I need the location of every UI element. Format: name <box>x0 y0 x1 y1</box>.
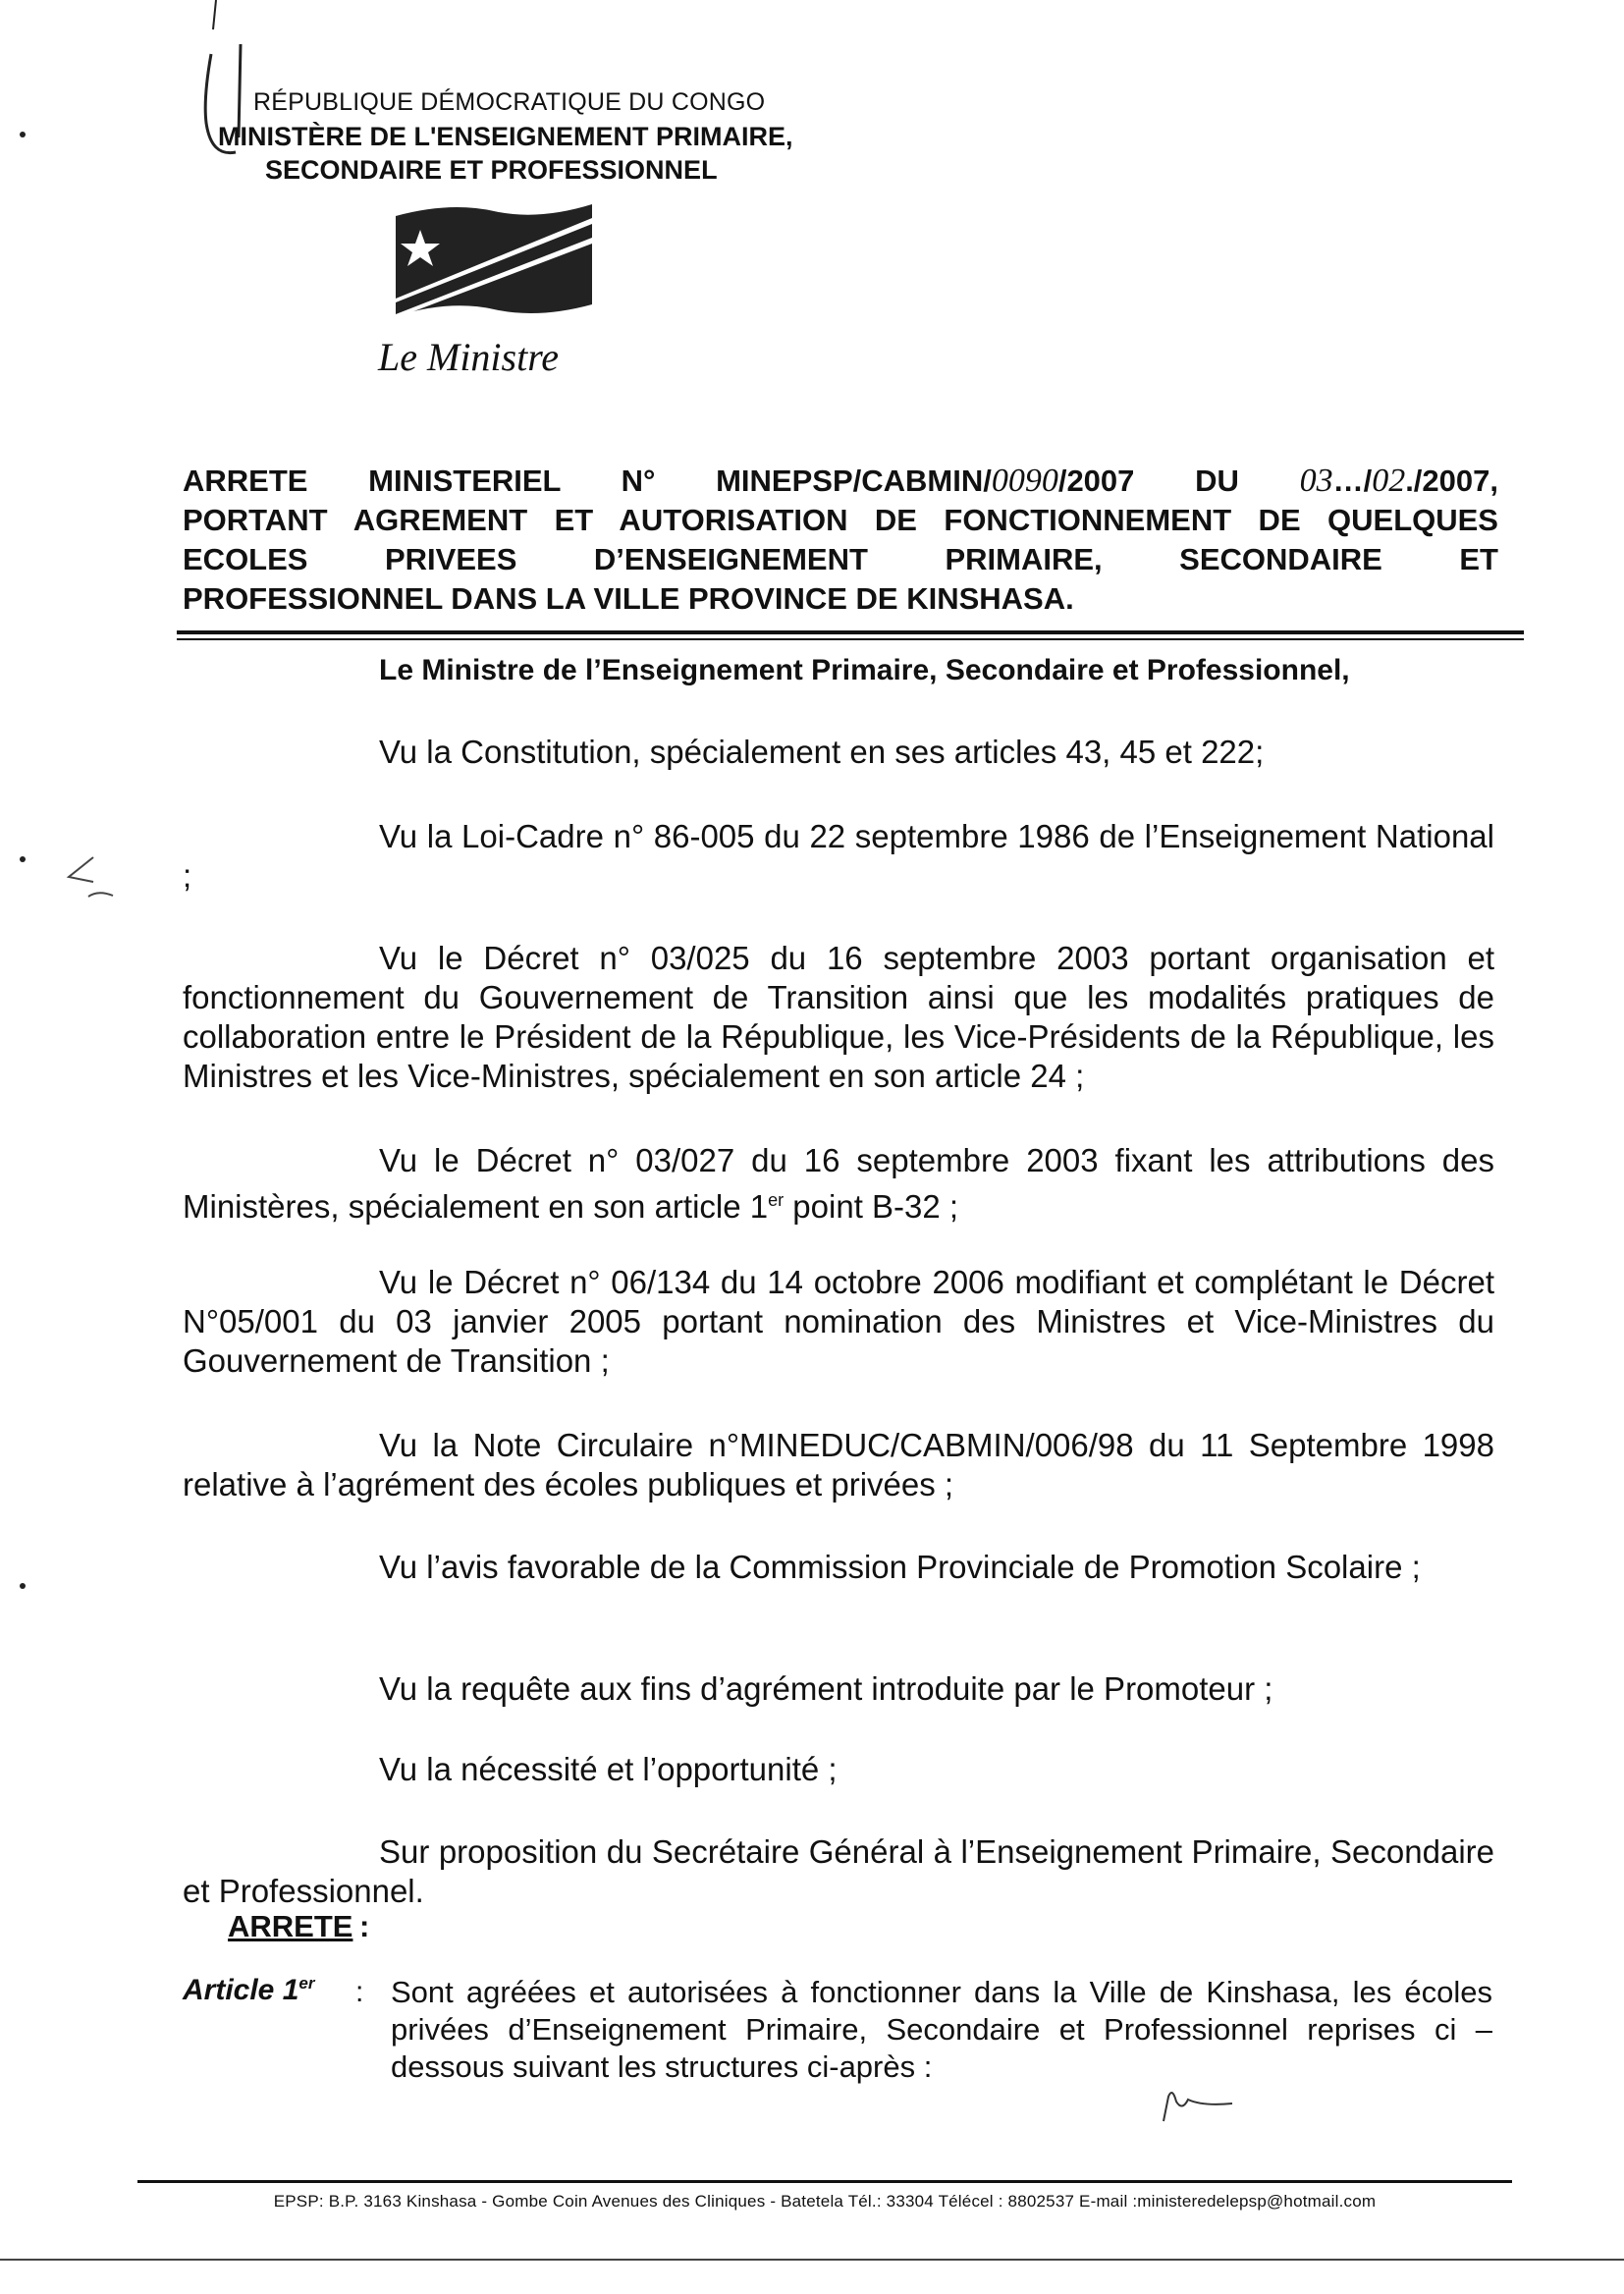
paragraph-decret-06-134: Vu le Décret n° 06/134 du 14 octobre 2006 modifiant et complétant le Décret N°05/001 du 03 janvier 2005 portant nomination des Ministres et Vice-Ministres du Gouvernement de Transition ; <box>183 1264 1494 1379</box>
arrete-colon: : <box>359 1909 370 1943</box>
title-line-1: ARRETE MINISTERIEL N° MINEPSP/CABMIN/0090/2007 DU 03…/02./2007, <box>183 463 1498 499</box>
ministry-name-line2: SECONDAIRE ET PROFESSIONNEL <box>265 155 718 185</box>
article-colon: : <box>355 1976 364 2008</box>
title-divider-thin <box>177 638 1524 640</box>
paragraph-decret-03-025: Vu le Décret n° 03/025 du 16 septembre 2003 portant organisation et fonctionnement du Gouvernement de Transition ainsi que les modalités pratiques de collaboration entre le Président de la République, les Vice-Présidents de la République, les Ministres et les Vice-Ministres, spécialement en son article 24 ; <box>183 940 1494 1094</box>
scan-speck <box>20 1583 26 1589</box>
paragraph-proposition: Sur proposition du Secrétaire Général à l’Enseignement Primaire, Secondaire et Professionnel. <box>183 1833 1494 1909</box>
footer-contact: EPSP: B.P. 3163 Kinshasa - Gombe Coin Avenues des Cliniques - Batetela Tél.: 33304 Télécel : 8802537 E-mail :ministeredelepsp@hotmail.com <box>273 2192 1377 2211</box>
handwritten-margin-mark <box>59 852 118 911</box>
paragraph-constitution: Vu la Constitution, spécialement en ses articles 43, 45 et 222; <box>379 734 1265 770</box>
handwritten-month: 02 <box>1372 463 1406 499</box>
paragraph-necessite: Vu la nécessité et l’opportunité ; <box>379 1751 838 1787</box>
paragraph-requete: Vu la requête aux fins d’agrément introduite par le Promoteur ; <box>379 1670 1273 1707</box>
scan-speck <box>20 132 26 137</box>
ministry-name-line1: MINISTÈRE DE L'ENSEIGNEMENT PRIMAIRE, <box>218 122 793 151</box>
minister-heading: Le Ministre de l’Enseignement Primaire, Secondaire et Professionnel, <box>379 654 1350 686</box>
footer-divider <box>137 2180 1512 2183</box>
paragraph-decret-03-027: Vu le Décret n° 03/027 du 16 septembre 2003 fixant les attributions des Ministères, spécialement en son article 1er point B-32 ; <box>183 1142 1494 1225</box>
title-line-4: PROFESSIONNEL DANS LA VILLE PROVINCE DE KINSHASA. <box>183 581 1074 616</box>
paragraph-note-circulaire: Vu la Note Circulaire n°MINEDUC/CABMIN/006/98 du 11 Septembre 1998 relative à l’agrément des écoles publiques et privées ; <box>183 1427 1494 1502</box>
paragraph-avis-favorable: Vu l’avis favorable de la Commission Provinciale de Promotion Scolaire ; <box>379 1549 1421 1585</box>
article-1-text: Sont agréées et autorisées à fonctionner dans la Ville de Kinshasa, les écoles privées d’Enseignement Primaire, Secondaire et Professionnel reprises ci – dessous suivant les structures ci-après : <box>391 1975 1492 2084</box>
decree-title <box>183 462 1498 619</box>
republic-name: RÉPUBLIQUE DÉMOCRATIQUE DU CONGO <box>253 88 766 116</box>
handwritten-decree-number: 0090 <box>991 463 1058 499</box>
title-divider-thick <box>177 630 1524 634</box>
article-label: Article 1er <box>183 1974 315 2006</box>
drc-flag-icon <box>391 196 597 324</box>
title-line-2: PORTANT AGREMENT ET AUTORISATION DE FONCTIONNEMENT DE QUELQUES <box>183 503 1498 537</box>
handwritten-day: 03 <box>1299 463 1333 499</box>
page-bottom-edge <box>0 2259 1624 2261</box>
signature-title: Le Ministre <box>378 335 560 379</box>
handwritten-paraph-mark <box>1159 2082 1237 2131</box>
paragraph-loi-cadre: Vu la Loi-Cadre n° 86-005 du 22 septembre 1986 de l’Enseignement National ; <box>183 818 1494 894</box>
arrete-heading: ARRETE <box>228 1909 353 1943</box>
scan-speck <box>20 856 26 862</box>
title-line-3: ECOLES PRIVEES D’ENSEIGNEMENT PRIMAIRE, SECONDAIRE ET <box>183 542 1498 576</box>
